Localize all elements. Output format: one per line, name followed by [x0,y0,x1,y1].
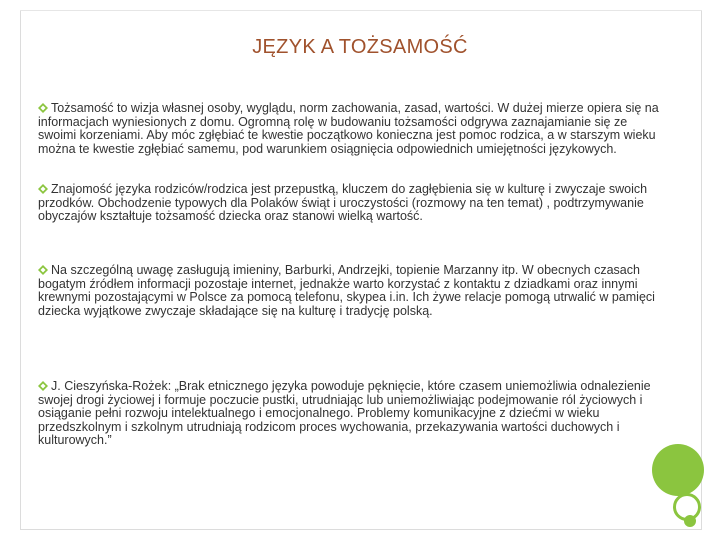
decorative-green-circle [652,444,704,496]
diamond-bullet-icon [38,381,48,391]
paragraph-quote [38,380,660,448]
diamond-bullet-icon [38,184,48,194]
paragraph-traditions [38,264,660,318]
paragraph-identity [38,102,660,156]
diamond-bullet-icon [38,103,48,113]
slide-title: JĘZYK A TOŻSAMOŚĆ [252,36,468,58]
decorative-small-circle [684,515,696,527]
paragraph-language-knowledge [38,183,660,224]
paragraph-text: Znajomość języka rodziców/rodzica jest przepustką, kluczem do zagłębienia się w kulturę i zwyczaje swoich przodków. Obchodzenie typowych dla Polaków świąt i uroczystości (rozmowy na ten temat) , podtrzymywanie obyczajów kształtuje tożsamość dziecka oraz stanowi wielką wartość. [38,182,648,224]
diamond-bullet-icon [38,265,48,275]
frame-top-line [20,10,702,11]
paragraph-text: Na szczególną uwagę zasługują imieniny, Barburki, Andrzejki, topienie Marzanny itp. W obecnych czasach bogatym źródłem informacji pozostaje internet, jednakże warto korzystać z kontaktu z dziadkami oraz innymi krewnymi pozostającymi w Polsce za pomocą telefonu, skypea i.in. Ich żywe relacje pomogą utrwalić w pamięci dziecka wyjątkowe zwyczaje składające się na kulturę i tradycję polską. [38,263,655,318]
paragraph-text: Tożsamość to wizja własnej osoby, wyglądu, norm zachowania, zasad, wartości. W dużej mierze opiera się na informacjach wyniesionych z domu. Ogromną rolę w budowaniu tożsamości odgrywa zaznajamianie się ze swoimi korzeniami. Aby móc zgłębiać te kwestie początkowo konieczna jest pomoc rodzica, a w starszym wieku można te kwestie zgłębiać samemu, pod warunkiem osiągnięcia odpowiednich umiejętności językowych. [38,101,659,156]
paragraph-text: J. Cieszyńska-Rożek: „Brak etnicznego języka powoduje pęknięcie, które czasem uniemożliwia odnalezienie swojej drogi życiowej i formuje poczucie pustki, utrudniając lub uniemożliwiając podejmowanie ról życiowych i osiąganie pełni rozwoju intelektualnego i emocjonalnego. Problemy komunikacyjne z dziećmi w wieku przedszkolnym i szkolnym utrudniają rodzicom proces wychowania, przekazywania wartości duchowych i kulturowych.” [38,379,651,448]
